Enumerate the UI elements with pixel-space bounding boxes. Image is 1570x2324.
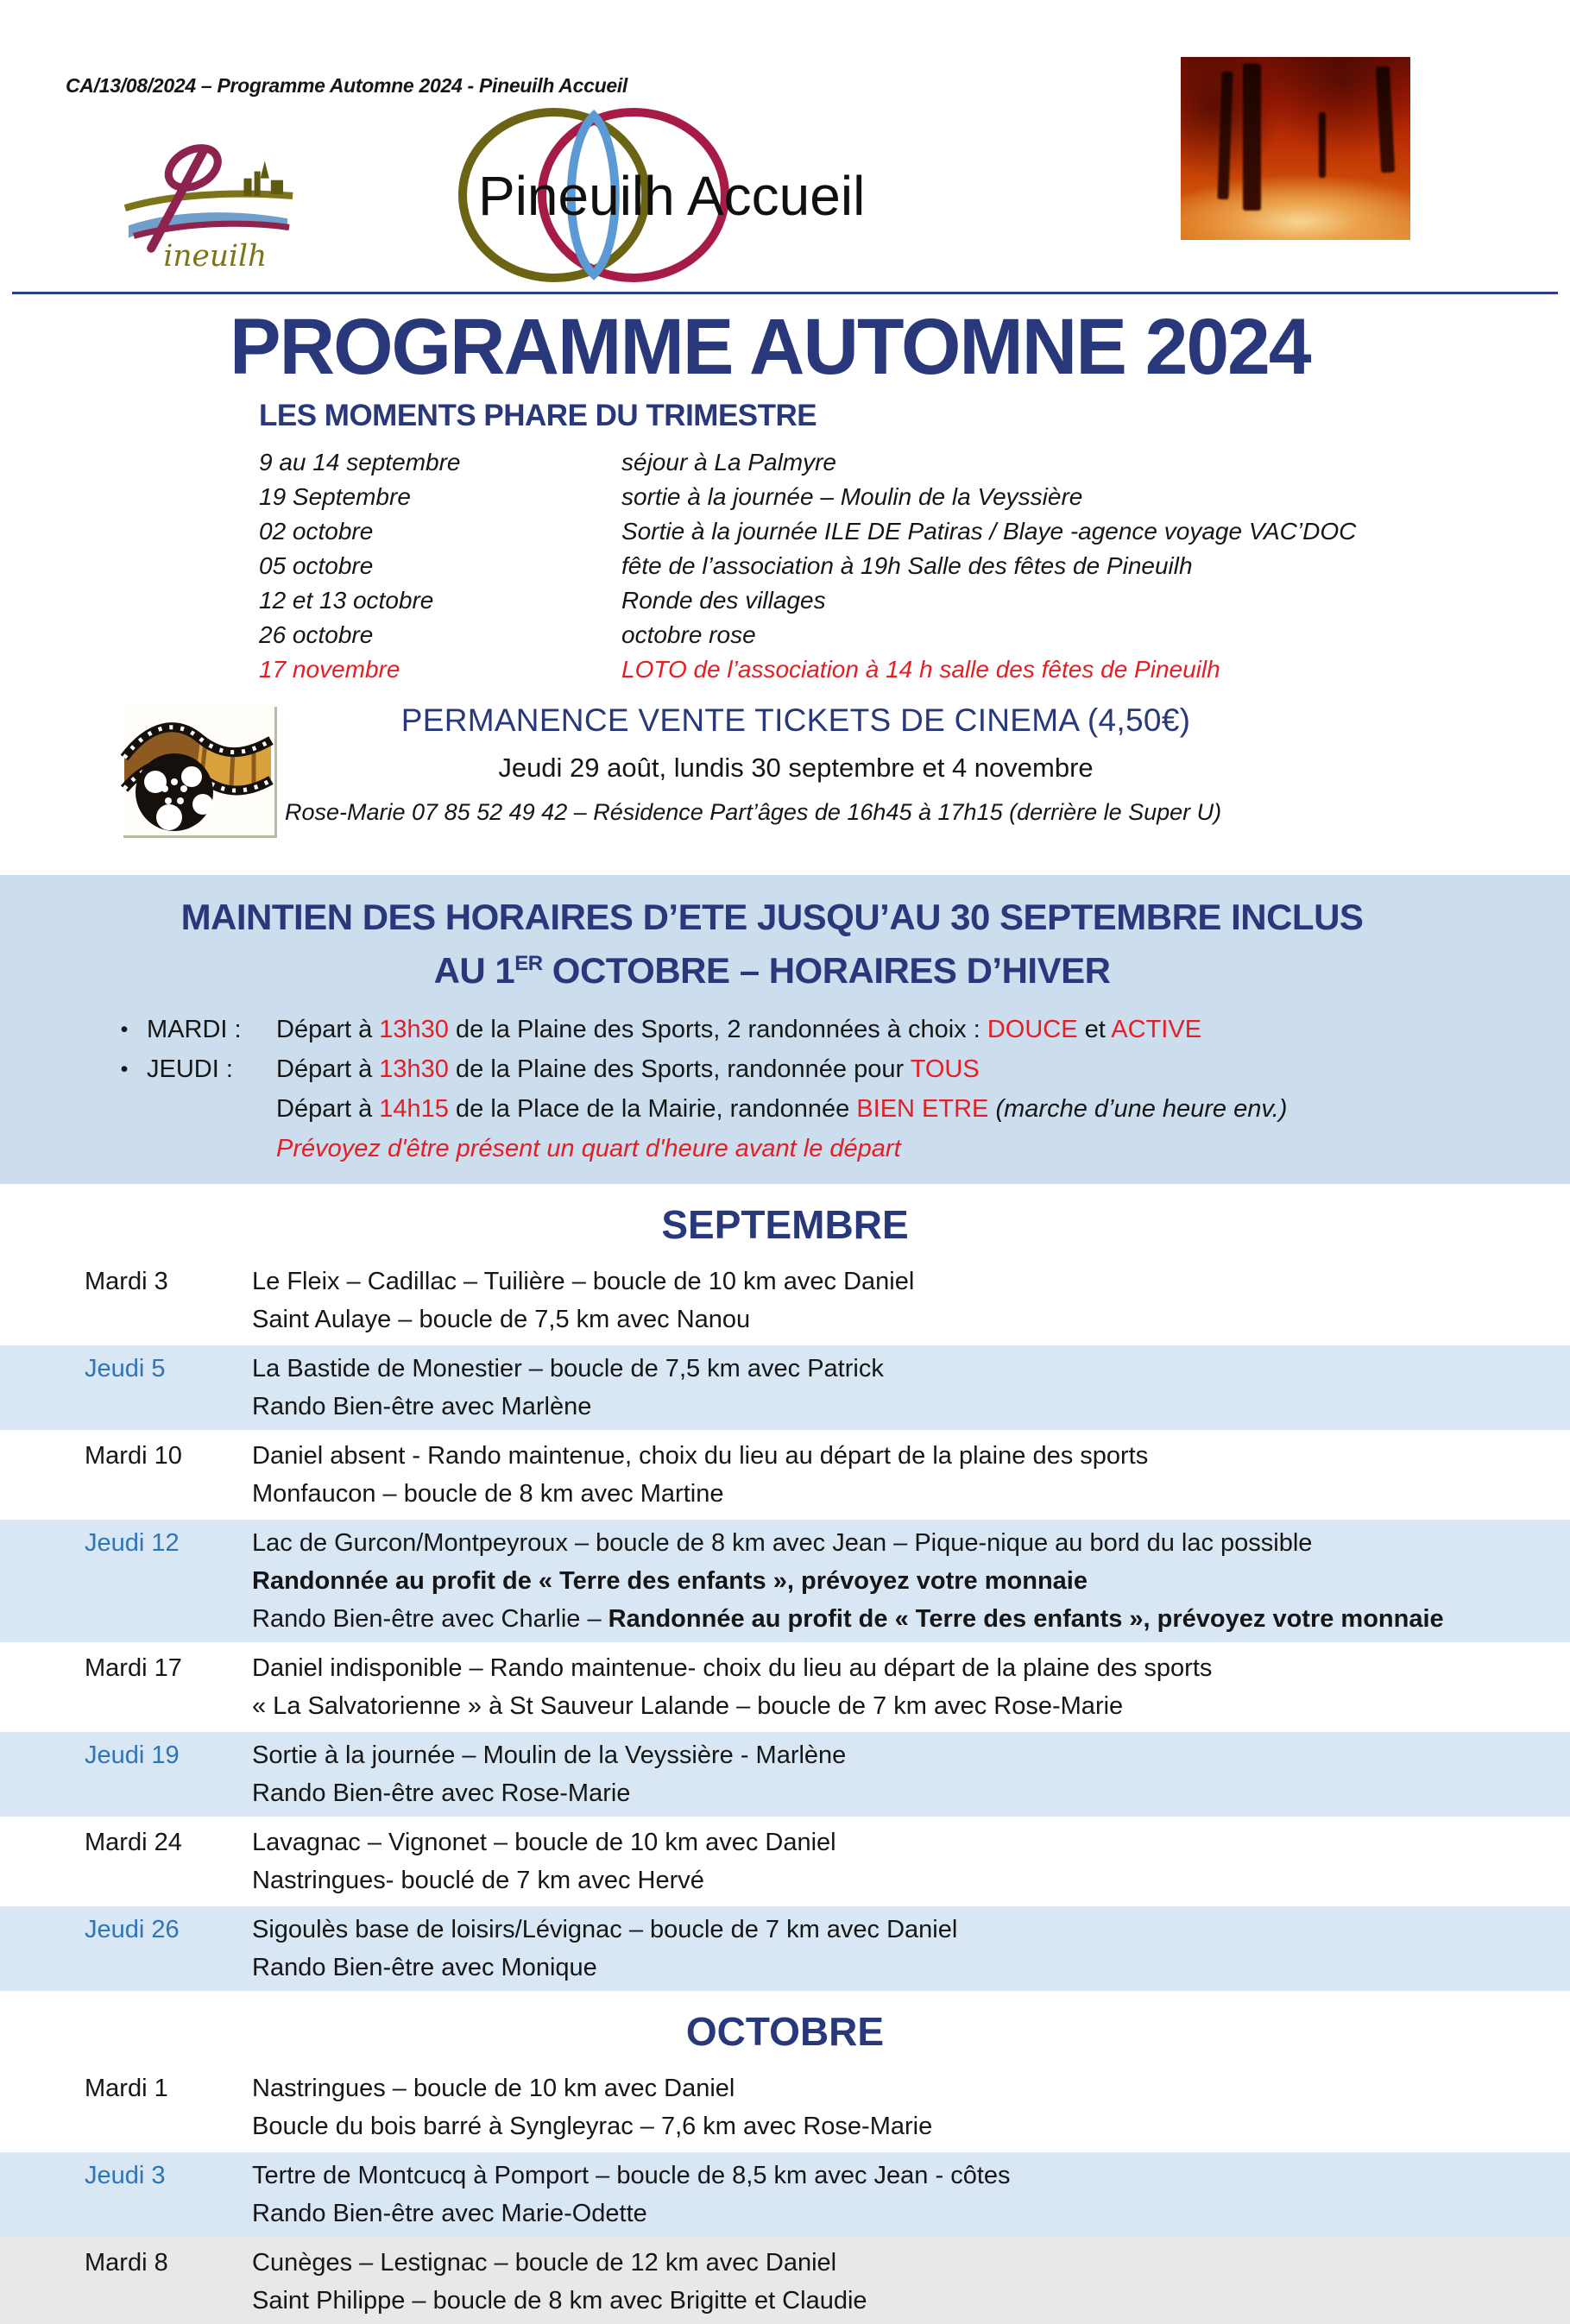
schedule-line <box>252 1687 1570 1725</box>
rule-text <box>276 1089 1287 1129</box>
section-subtitle: LES MOMENTS PHARE DU TRIMESTRE <box>259 398 817 432</box>
schedule-line <box>252 1949 1570 1987</box>
cinema-section <box>0 702 1570 854</box>
bullet-dot <box>102 1129 147 1168</box>
text-segment: ACTIVE <box>1111 1015 1202 1043</box>
text-segment: Sigoulès base de loisirs/Lévignac – boucle de 7 km avec Daniel <box>252 1915 958 1943</box>
schedule-lines <box>252 1524 1570 1638</box>
moment-description: sortie à la journée – Moulin de la Veyssière <box>621 482 1083 510</box>
schedule-date: Mardi 1 <box>85 2074 168 2102</box>
schedule-lines <box>252 1350 1570 1426</box>
moment-date: 19 Septembre <box>259 482 411 510</box>
day-label <box>147 1129 276 1168</box>
cinema-icon <box>121 704 274 835</box>
text-segment: (marche d’une heure env.) <box>988 1094 1288 1123</box>
text-segment: La Bastide de Monestier – boucle de 7,5 km avec Patrick <box>252 1354 884 1382</box>
month-heading: OCTOBRE <box>685 2008 885 2054</box>
tree-trunk <box>1243 64 1261 211</box>
departure-rule <box>0 1089 1544 1129</box>
text-segment: Nastringues – boucle de 10 km avec Daniel <box>252 2074 735 2102</box>
text-segment: 14h15 <box>379 1094 449 1123</box>
bullet-dot: • <box>120 1056 129 1081</box>
schedule-line <box>252 1263 1570 1301</box>
text-segment: Cunèges – Lestignac – boucle de 12 km avec Daniel <box>252 2248 837 2277</box>
page-title: PROGRAMME AUTOMNE 2024 <box>230 303 1310 391</box>
moment-row <box>259 652 1570 687</box>
moment-description: octobre rose <box>621 620 756 648</box>
town-logo-text: ineuilh <box>163 238 268 274</box>
text-segment: Rando Bien-être avec Charlie – <box>252 1604 608 1633</box>
banner-winter-post: OCTOBRE – HORAIRES D’HIVER <box>542 949 1111 991</box>
schedule-line <box>252 1350 1570 1388</box>
text-segment: Daniel indisponible – Rando maintenue- choix du lieu au départ de la plaine des sports <box>252 1653 1213 1682</box>
moment-row <box>259 549 1570 583</box>
text-segment: TOUS <box>910 1055 980 1083</box>
schedule-date: Jeudi 12 <box>85 1528 180 1557</box>
text-segment: Lac de Gurcon/Montpeyroux – boucle de 8 km avec Jean – Pique-nique au bord du lac possible <box>252 1528 1313 1557</box>
pineuilh-town-logo <box>112 128 306 276</box>
text-segment: Rando Bien-être avec Monique <box>252 1953 597 1981</box>
text-segment: Le Fleix – Cadillac – Tuilière – boucle de 10 km avec Daniel <box>252 1267 915 1295</box>
schedule-lines <box>252 1649 1570 1725</box>
schedule-lines <box>252 1911 1570 1987</box>
departure-rule <box>0 1010 1544 1049</box>
schedule-date: Jeudi 5 <box>85 1354 166 1382</box>
text-segment: Monfaucon – boucle de 8 km avec Martine <box>252 1479 724 1508</box>
schedule-line <box>252 1774 1570 1812</box>
text-segment: de la Plaine des Sports, randonnée pour <box>448 1055 911 1083</box>
text-segment: Daniel absent - Rando maintenue, choix du lieu au départ de la plaine des sports <box>252 1441 1149 1470</box>
schedule-line <box>252 1475 1570 1513</box>
moment-date: 26 octobre <box>259 620 374 648</box>
text-segment: Boucle du bois barré à Syngleyrac – 7,6 km avec Rose-Marie <box>252 2112 933 2140</box>
schedule-row <box>0 1906 1570 1991</box>
schedule-row <box>0 1819 1570 1904</box>
text-segment: Départ à <box>276 1094 380 1123</box>
schedule-lines <box>252 2157 1570 2233</box>
moment-date: 12 et 13 octobre <box>259 586 434 614</box>
rule-text <box>276 1049 980 1089</box>
schedule-line <box>252 1562 1570 1600</box>
schedule-row <box>0 1258 1570 1343</box>
month-heading: SEPTEMBRE <box>661 1201 909 1247</box>
schedule-line <box>252 1437 1570 1475</box>
accueil-logo-text: Pineuilh Accueil <box>478 165 866 227</box>
moment-row <box>259 445 1570 480</box>
text-segment: Tertre de Montcucq à Pomport – boucle de 8,5 km avec Jean - côtes <box>252 2161 1011 2189</box>
text-segment: Nastringues- bouclé de 7 km avec Hervé <box>252 1866 704 1894</box>
schedule-date: Mardi 3 <box>85 1267 168 1295</box>
schedule-line <box>252 1524 1570 1562</box>
schedule-lines <box>252 2069 1570 2145</box>
tree-trunk <box>1218 72 1233 200</box>
schedule-date: Mardi 10 <box>85 1441 182 1470</box>
text-segment: Départ à <box>276 1055 380 1083</box>
schedule-lines <box>252 1736 1570 1812</box>
schedule-date: Mardi 17 <box>85 1653 182 1682</box>
text-segment: et <box>1077 1015 1112 1043</box>
moment-date: 02 octobre <box>259 517 374 545</box>
moment-description: Sortie à la journée ILE DE Patiras / Blaye -agence voyage VAC’DOC <box>621 517 1357 545</box>
text-segment: « La Salvatorienne » à St Sauveur Lalande – boucle de 7 km avec Rose-Marie <box>252 1691 1124 1720</box>
bullet-dot <box>102 1089 147 1129</box>
day-label: JEUDI : <box>147 1055 233 1083</box>
moment-description: séjour à La Palmyre <box>621 448 837 476</box>
schedule-line <box>252 1823 1570 1861</box>
text-segment: Randonnée au profit de « Terre des enfants », prévoyez votre monnaie <box>252 1566 1088 1595</box>
schedule-line <box>252 2107 1570 2145</box>
schedule-line <box>252 1736 1570 1774</box>
schedule-date: Jeudi 26 <box>85 1915 180 1943</box>
text-segment: de la Plaine des Sports, 2 randonnées à choix : <box>448 1015 987 1043</box>
moment-row <box>259 583 1570 618</box>
moment-date: 05 octobre <box>259 551 374 579</box>
tree-trunk <box>1376 66 1395 173</box>
schedule-line <box>252 1861 1570 1899</box>
text-segment: BIEN ETRE <box>856 1094 989 1123</box>
schedule-lines <box>252 1437 1570 1513</box>
text-segment: Sortie à la journée – Moulin de la Veyssière - Marlène <box>252 1741 847 1769</box>
schedule-line <box>252 1911 1570 1949</box>
moment-row <box>259 618 1570 652</box>
schedule-row <box>0 1520 1570 1642</box>
text-segment: DOUCE <box>987 1015 1078 1043</box>
schedule-date: Jeudi 19 <box>85 1741 180 1769</box>
bullet-dot: • <box>120 1017 129 1042</box>
cinema-dates: Jeudi 29 août, lundis 30 septembre et 4 novembre <box>498 752 1094 783</box>
text-segment: Rando Bien-être avec Marie-Odette <box>252 2199 647 2227</box>
moments-list <box>259 445 1570 687</box>
town-logo-graphic <box>112 128 306 276</box>
header-divider <box>12 292 1558 294</box>
text-segment: Saint Philippe – boucle de 8 km avec Brigitte et Claudie <box>252 2286 867 2315</box>
moment-description: LOTO de l’association à 14 h salle des fêtes de Pineuilh <box>621 655 1220 683</box>
departure-rule <box>0 1049 1544 1089</box>
pineuilh-accueil-logo <box>449 104 937 288</box>
text-segment: de la Place de la Mairie, randonnée <box>448 1094 857 1123</box>
tree-trunk <box>1319 112 1326 178</box>
schedule-line <box>252 1649 1570 1687</box>
moment-date: 17 novembre <box>259 655 400 683</box>
text-segment: 13h30 <box>379 1055 449 1083</box>
schedule-lines <box>252 2244 1570 2320</box>
text-segment: Lavagnac – Vignonet – boucle de 10 km avec Daniel <box>252 1828 836 1856</box>
schedule-sections <box>0 1201 1570 2324</box>
text-segment: 13h30 <box>379 1015 449 1043</box>
departure-rule <box>0 1129 1544 1168</box>
schedule-date: Mardi 24 <box>85 1828 182 1856</box>
rule-text <box>276 1010 1201 1049</box>
schedule-line <box>252 2069 1570 2107</box>
schedule-row <box>0 1732 1570 1817</box>
schedule-row <box>0 1645 1570 1729</box>
schedule-line <box>252 1600 1570 1638</box>
autumn-forest-photo <box>1181 57 1410 240</box>
schedule-line <box>252 2157 1570 2195</box>
document-body <box>0 303 1570 2324</box>
text-segment: Rando Bien-être avec Marlène <box>252 1392 592 1420</box>
schedule-row <box>0 2065 1570 2150</box>
moment-date: 9 au 14 septembre <box>259 448 461 476</box>
schedule-date: Mardi 8 <box>85 2248 168 2277</box>
departure-rules <box>0 1010 1544 1168</box>
day-label <box>147 1089 276 1129</box>
text-segment: Prévoyez d'être présent un quart d'heure avant le départ <box>276 1134 901 1162</box>
schedule-line <box>252 2244 1570 2282</box>
cinema-contact: Rose-Marie 07 85 52 49 42 – Résidence Part’âges de 16h45 à 17h15 (derrière le Super U) <box>285 798 1222 825</box>
schedule-line <box>252 1388 1570 1426</box>
moment-row <box>259 514 1570 549</box>
schedule-notice-banner <box>0 875 1570 1184</box>
schedule-row <box>0 1345 1570 1430</box>
schedule-line <box>252 1301 1570 1338</box>
moment-description: Ronde des villages <box>621 586 826 614</box>
moment-row <box>259 480 1570 514</box>
cinema-text-block <box>278 702 1314 826</box>
schedule-line <box>252 2195 1570 2233</box>
moment-description: fête de l’association à 19h Salle des fêtes de Pineuilh <box>621 551 1193 579</box>
text-segment: Saint Aulaye – boucle de 7,5 km avec Nanou <box>252 1305 751 1333</box>
schedule-lines <box>252 1823 1570 1899</box>
banner-headline-summer: MAINTIEN DES HORAIRES D’ETE JUSQU’AU 30 SEPTEMBRE INCLUS <box>180 896 1364 937</box>
schedule-date: Jeudi 3 <box>85 2161 166 2189</box>
schedule-row <box>0 2239 1570 2324</box>
schedule-row <box>0 1433 1570 1517</box>
text-segment: Départ à <box>276 1015 380 1043</box>
banner-winter-pre: AU 1 <box>433 949 515 991</box>
schedule-row <box>0 2152 1570 2237</box>
day-label: MARDI : <box>147 1015 242 1043</box>
document-annotation: CA/13/08/2024 – Programme Automne 2024 - Pineuilh Accueil <box>66 74 628 97</box>
text-segment: Rando Bien-être avec Rose-Marie <box>252 1779 631 1807</box>
schedule-lines <box>252 1263 1570 1338</box>
text-segment: Randonnée au profit de « Terre des enfants », prévoyez votre monnaie <box>608 1604 1444 1633</box>
rule-text <box>276 1129 901 1168</box>
schedule-line <box>252 2282 1570 2320</box>
banner-headline-winter <box>0 941 1544 994</box>
cinema-title: PERMANENCE VENTE TICKETS DE CINEMA (4,50€) <box>400 702 1191 738</box>
banner-winter-ordinal: ER <box>514 951 543 975</box>
